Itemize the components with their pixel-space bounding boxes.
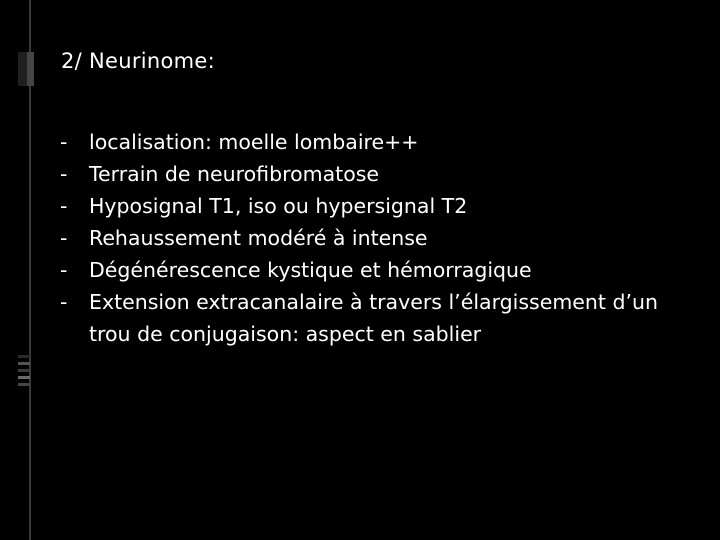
bullet-marker: - (60, 130, 68, 154)
accent-block (18, 52, 27, 86)
accent-stack-bar (18, 355, 30, 358)
bullet-marker: - (60, 194, 68, 218)
bullet-item (60, 222, 700, 254)
bullet-marker: - (60, 162, 68, 186)
bullet-item (60, 286, 700, 350)
bullet-text: Rehaussement modéré à intense (89, 226, 428, 250)
accent-stack-bar (18, 376, 30, 379)
bullet-text: Extension extracanalaire à travers l’élargissement d’un trou de conjugaison: aspect en sablier (89, 290, 658, 346)
bullet-text: localisation: moelle lombaire++ (89, 130, 419, 154)
bullet-list (60, 126, 700, 350)
bullet-text: Hyposignal T1, iso ou hypersignal T2 (89, 194, 468, 218)
bullet-item (60, 126, 700, 158)
bullet-text: Dégénérescence kystique et hémorragique (89, 258, 532, 282)
bullet-marker: - (60, 258, 68, 282)
bullet-marker: - (60, 290, 68, 314)
bullet-text: Terrain de neurofibromatose (89, 162, 380, 186)
accent-block-highlight (27, 52, 34, 86)
accent-stack (18, 355, 30, 390)
bullet-item (60, 158, 700, 190)
slide-title: 2/ Neurinome: (61, 49, 216, 73)
bullet-marker: - (60, 226, 68, 250)
bullet-item (60, 190, 700, 222)
accent-stack-bar (18, 383, 30, 386)
accent-stack-bar (18, 362, 30, 365)
bullet-item (60, 254, 700, 286)
accent-stack-bar (18, 369, 30, 372)
